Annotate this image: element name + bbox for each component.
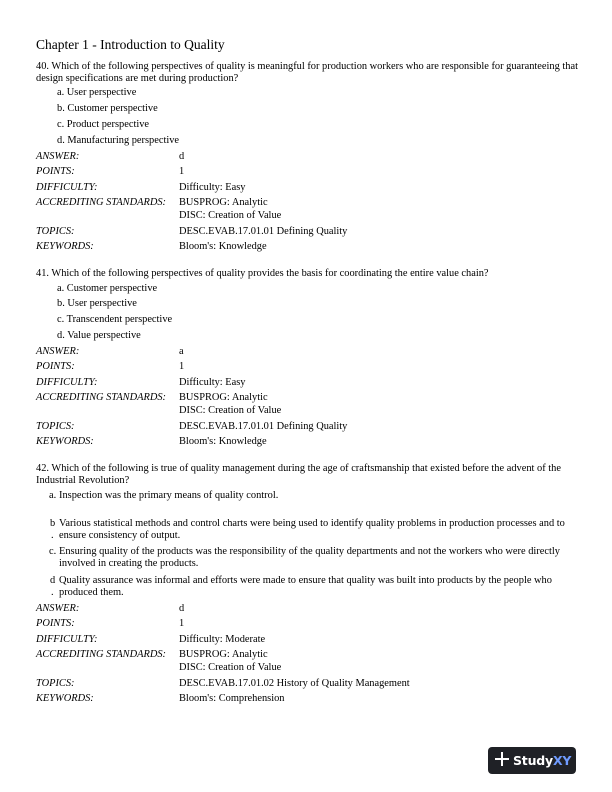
logo-text-main: Study — [513, 753, 553, 768]
option-40-c: c. Product perspective — [57, 119, 150, 130]
points-value-40: 1 — [179, 166, 185, 177]
keywords-label-42: KEYWORDS: — [36, 693, 94, 704]
difficulty-label-40: DIFFICULTY: — [36, 182, 98, 193]
points-value-41: 1 — [179, 361, 185, 372]
option-42-b-letter: b — [50, 518, 56, 529]
option-42-c-letter: c. — [49, 546, 57, 557]
points-label-40: POINTS: — [36, 166, 75, 177]
question-stem-41: 41. Which of the following perspectives of quality provides the basis for coordinating the entire value chain? — [36, 268, 489, 279]
keywords-value-42: Bloom's: Comprehension — [179, 693, 285, 704]
plus-icon — [495, 752, 509, 766]
points-value-42: 1 — [179, 618, 185, 629]
keywords-label-40: KEYWORDS: — [36, 241, 94, 252]
topics-value-41: DESC.EVAB.17.01.01 Defining Quality — [179, 421, 348, 432]
option-42-c-text: Ensuring quality of the products was the responsibility of the quality departments and not the workers who were directly involved in creating the products. — [59, 546, 560, 570]
accrediting-value-41-2: DISC: Creation of Value — [179, 405, 282, 416]
answer-value-40: d — [179, 151, 185, 162]
difficulty-value-42: Difficulty: Moderate — [179, 634, 266, 645]
points-label-42: POINTS: — [36, 618, 75, 629]
question-stem-40: 40. Which of the following perspectives of quality is meaningful for production workers who are responsible for guaranteeing that design specifications are met during production? — [36, 61, 578, 85]
points-label-41: POINTS: — [36, 361, 75, 372]
answer-label-41: ANSWER: — [36, 346, 80, 357]
answer-value-42: d — [179, 603, 185, 614]
accrediting-label-40: ACCREDITING STANDARDS: — [36, 197, 166, 208]
option-42-d-text: Quality assurance was informal and efforts were made to ensure that quality was built into products by the people who produced them. — [59, 575, 552, 599]
option-42-a-text: Inspection was the primary means of quality control. — [59, 490, 279, 501]
option-42-b-text: Various statistical methods and control charts were being used to identify quality problems in production processes and to ensure consistency of output. — [59, 518, 565, 542]
keywords-value-41: Bloom's: Knowledge — [179, 436, 267, 447]
option-40-a: a. User perspective — [57, 87, 137, 98]
topics-label-42: TOPICS: — [36, 678, 75, 689]
option-42-d-letter-dot: . — [51, 587, 54, 598]
keywords-label-41: KEYWORDS: — [36, 436, 94, 447]
question-stem-42: 42. Which of the following is true of quality management during the age of craftsmanship that existed before the advent of the Industrial Revolution? — [36, 463, 561, 487]
answer-value-41: a — [179, 346, 184, 357]
topics-value-42: DESC.EVAB.17.01.02 History of Quality Management — [179, 678, 410, 689]
logo-wordmark — [513, 753, 571, 768]
topics-value-40: DESC.EVAB.17.01.01 Defining Quality — [179, 226, 348, 237]
topics-label-41: TOPICS: — [36, 421, 75, 432]
accrediting-value-42-2: DISC: Creation of Value — [179, 662, 282, 673]
accrediting-label-41: ACCREDITING STANDARDS: — [36, 392, 166, 403]
studyxy-logo[interactable] — [488, 747, 576, 774]
difficulty-label-42: DIFFICULTY: — [36, 634, 98, 645]
keywords-value-40: Bloom's: Knowledge — [179, 241, 267, 252]
option-41-b: b. User perspective — [57, 298, 137, 309]
option-41-c: c. Transcendent perspective — [57, 314, 173, 325]
option-42-d-letter: d — [50, 575, 56, 586]
accrediting-value-40-2: DISC: Creation of Value — [179, 210, 282, 221]
option-42-b-letter-dot: . — [51, 530, 54, 541]
option-41-d: d. Value perspective — [57, 330, 141, 341]
accrediting-value-41-1: BUSPROG: Analytic — [179, 392, 268, 403]
accrediting-value-42-1: BUSPROG: Analytic — [179, 649, 268, 660]
logo-text-accent: XY — [552, 753, 572, 768]
accrediting-label-42: ACCREDITING STANDARDS: — [36, 649, 166, 660]
option-40-b: b. Customer perspective — [57, 103, 158, 114]
answer-label-42: ANSWER: — [36, 603, 80, 614]
difficulty-value-40: Difficulty: Easy — [179, 182, 246, 193]
answer-label-40: ANSWER: — [36, 151, 80, 162]
option-40-d: d. Manufacturing perspective — [57, 135, 180, 146]
option-41-a: a. Customer perspective — [57, 283, 158, 294]
difficulty-value-41: Difficulty: Easy — [179, 377, 246, 388]
option-42-a-letter: a. — [49, 490, 57, 501]
difficulty-label-41: DIFFICULTY: — [36, 377, 98, 388]
chapter-title: Chapter 1 - Introduction to Quality — [36, 37, 225, 52]
topics-label-40: TOPICS: — [36, 226, 75, 237]
accrediting-value-40-1: BUSPROG: Analytic — [179, 197, 268, 208]
